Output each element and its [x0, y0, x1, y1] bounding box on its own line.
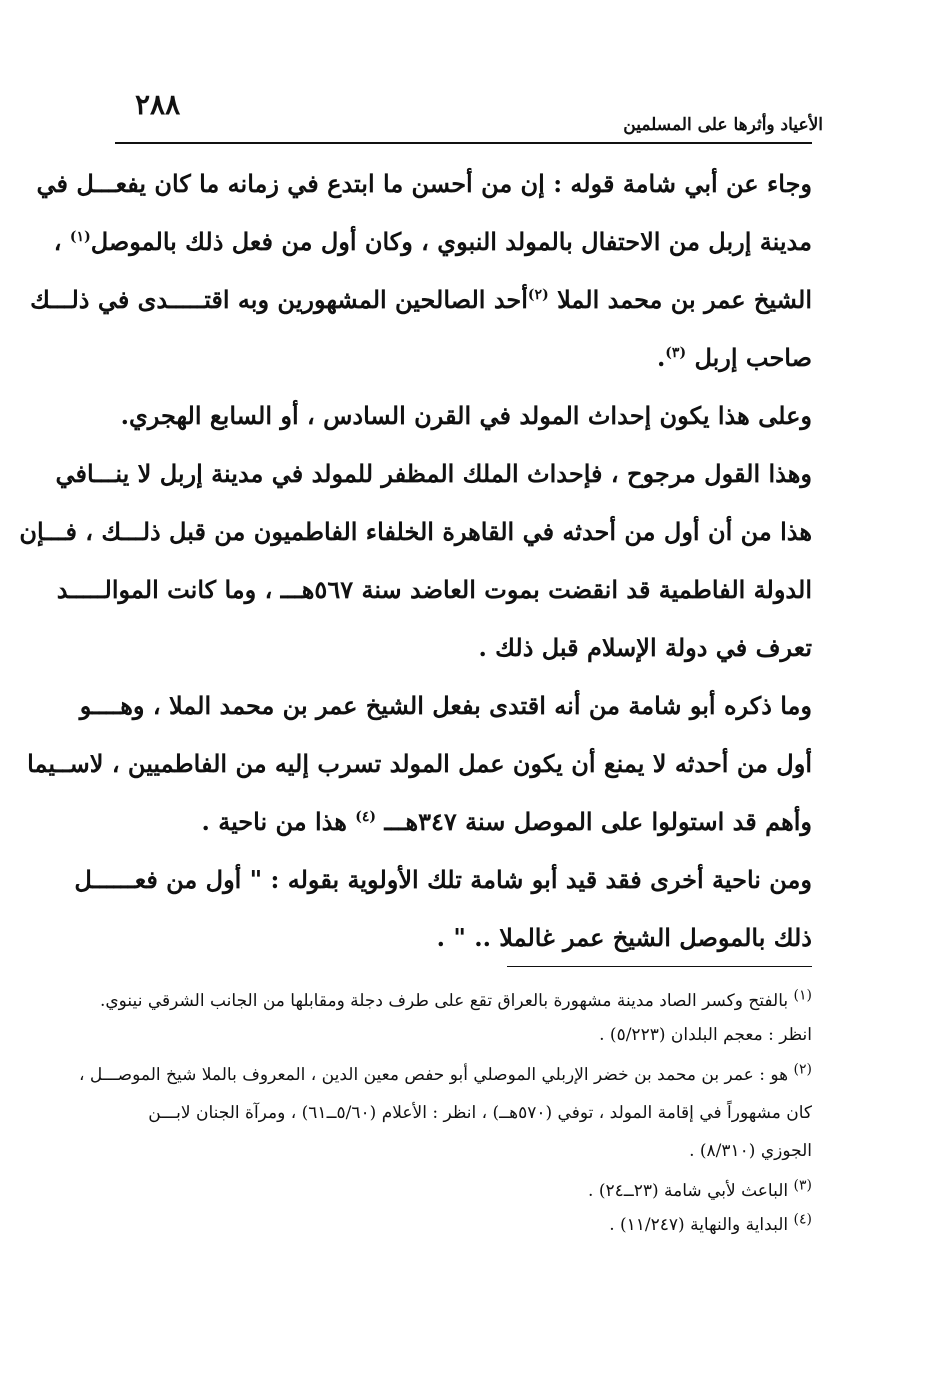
footnote-line	[105, 1022, 836, 1048]
text-run: أول من أحدثه لا يمنع أن يكون عمل المولد تسرب إليه من الفاطميين ، لاســيما	[27, 749, 812, 778]
body-line	[100, 804, 812, 840]
text-run: أحد الصالحين المشهورين وبه اقتـــــدى في ذلـــك	[30, 285, 528, 314]
text-run: هذا من ناحية .	[201, 807, 347, 836]
text-run: مدينة إربل من الاحتفال بالمولد النبوي ، وكان أول من فعل ذلك بالموصل	[90, 227, 812, 256]
text-run: الشيخ عمر بن محمد الملا	[557, 285, 812, 314]
punctuation: ،	[53, 227, 62, 256]
footnote-number: (٢)	[793, 1061, 812, 1078]
body-line	[19, 514, 812, 550]
body-line	[30, 282, 812, 318]
footnote-line	[105, 1138, 836, 1164]
text-run: الجوزي (٨/٣١٠) .	[689, 1141, 812, 1161]
body-line	[100, 398, 850, 434]
text-run: ذلك بالموصل الشيخ عمر غالملا .. " .	[436, 923, 812, 952]
footnote-number: (٤)	[793, 1211, 812, 1228]
footnote-rule	[507, 966, 812, 967]
text-run: وجاء عن أبي شامة قوله : إن من أحسن ما ابتدع في زمانه ما كان يفعـــل في	[36, 169, 812, 198]
text-run: كان مشهوراً في إقامة المولد ، توفي (٥٧٠هــ) ، انظر : الأعلام (٥/٦٠ــ٦١) ، ومرآة الجنان لابـــن	[148, 1103, 812, 1123]
body-line	[36, 166, 850, 202]
text-run: وما ذكره أبو شامة من أنه اقتدى بفعل الشيخ عمر بن محمد الملا ، وهــــو	[79, 691, 812, 720]
body-line	[74, 862, 850, 898]
running-title: الأعياد وأثرها على المسلمين	[623, 115, 823, 135]
body-line	[53, 224, 812, 260]
text-run: وهذا القول مرجوح ، فإحداث الملك المظفر للمولد في مدينة إربل لا ينـــافي	[55, 459, 812, 488]
text-run: البداية والنهاية (١١/٢٤٧) .	[609, 1215, 789, 1235]
text-run: صاحب إربل	[694, 343, 812, 372]
footnote-number: (٣)	[793, 1177, 812, 1194]
footnote-line	[105, 1100, 836, 1126]
text-run: هو : عمر بن محمد بن خضر الإربلي الموصلي أبو حفص معين الدين ، المعروف بالملا شيخ الموصـــل ،	[78, 1065, 789, 1085]
text-run: ومن ناحية أخرى فقد قيد أبو شامة تلك الأولوية بقوله : " أول من فعــــــل	[74, 865, 812, 894]
text-run: وأهم قد استولوا على الموصل سنة ٣٤٧هـــ	[384, 807, 812, 836]
header-rule	[115, 142, 812, 144]
text-run	[54, 224, 91, 260]
footnote-line	[78, 1061, 812, 1088]
footnote-line	[99, 987, 812, 1014]
footnote-line	[105, 1178, 812, 1204]
text-run: تعرف في دولة الإسلام قبل ذلك .	[478, 633, 812, 662]
footnote-number: (١)	[793, 987, 812, 1004]
footnote-ref: (١)	[69, 229, 91, 245]
body-line	[27, 746, 812, 782]
punctuation: .	[656, 343, 666, 372]
body-line	[79, 688, 850, 724]
text-run: بالفتح وكسر الصاد مدينة مشهورة بالعراق تقع على طرف دجلة ومقابلها من الجانب الشرقي نينوي.	[99, 991, 789, 1011]
body-line	[100, 340, 812, 376]
body-line	[55, 456, 850, 492]
body-line	[56, 572, 812, 608]
footnote-ref: (٣)	[665, 345, 687, 361]
body-line	[100, 630, 812, 666]
footnote-ref: (٤)	[355, 809, 377, 825]
text-run: الدولة الفاطمية قد انقضت بموت العاضد سنة ٥٦٧هـــ ، وما كانت الموالـــــد	[56, 575, 812, 604]
footnote-ref: (٢)	[527, 287, 549, 303]
footnote-line	[105, 1212, 812, 1238]
text-run: هذا من أن أول من أحدثه في القاهرة الخلفاء الفاطميون من قبل ذلـــك ، فـــإن	[19, 517, 812, 546]
text-run: وعلى هذا يكون إحداث المولد في القرن السادس ، أو السابع الهجري.	[120, 401, 812, 430]
text-run: انظر : معجم البلدان (٥/٢٢٣) .	[599, 1025, 812, 1045]
body-line	[100, 920, 812, 956]
page-number: ٢٨٨	[135, 88, 181, 121]
text-run: الباعث لأبي شامة (٢٣ــ٢٤) .	[588, 1181, 789, 1201]
text-run	[528, 282, 812, 318]
